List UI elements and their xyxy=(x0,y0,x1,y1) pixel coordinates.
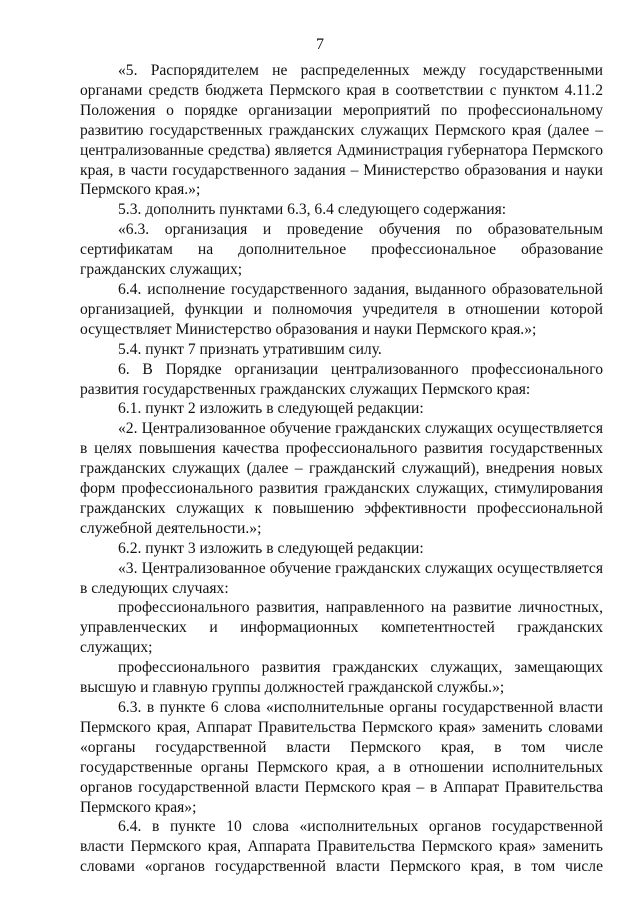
paragraph-6: 6. В Порядке организации централизованного профессионального развития государственных гражданских служащих Пермского края: xyxy=(80,360,603,398)
paragraph-case-1: профессионального развития, направленного на развитие личностных, управленческих и информационных компетентностей гражданских служащих; xyxy=(80,599,603,657)
paragraph-item-2: «2. Централизованное обучение гражданских служащих осуществляется в целях повышения качества профессионального развития государственных гражданских служащих (далее – гражданский служащий), внедрения новых форм профессионального развития гражданских служащих, стимулирования гражданских служащих к повышению эффективности профессиональной служебной деятельности.»; xyxy=(80,420,603,537)
paragraph-6-2: 6.2. пункт 3 изложить в следующей редакции: xyxy=(118,539,424,557)
paragraph-5-3: 5.3. дополнить пунктами 6.3, 6.4 следующего содержания: xyxy=(118,201,507,219)
paragraph-6-3: 6.3. в пункте 6 слова «исполнительные органы государственной власти Пермского края, Аппарат Правительства Пермского края» заменить словами «органы государственной власти Пермского края, в том числе государственные органы Пермского края, а в отношении исполнительных органов государственной власти Пермского края – в Аппарат Правительства Пермского края»; xyxy=(80,699,603,816)
paragraph-item-3: «3. Централизованное обучение гражданских служащих осуществляется в следующих случаях: xyxy=(80,559,603,597)
paragraph-5-4: 5.4. пункт 7 признать утратившим силу. xyxy=(118,340,382,358)
page-number: 7 xyxy=(316,36,324,53)
paragraph-6-1: 6.1. пункт 2 изложить в следующей редакции: xyxy=(118,400,424,418)
paragraph-case-2: профессионального развития гражданских служащих, замещающих высшую и главную группы должностей гражданской службы.»; xyxy=(80,659,603,697)
paragraph-item-5: «5. Распорядителем не распределенных между государственными органами средств бюджета Пермского края в соответствии с пунктом 4.11.2 Положения о порядке организации мероприятий по профессиональному развитию государственных гражданских служащих Пермского края (далее – централизованные средства) является Администрация губернатора Пермского края, в части государственного задания – Министерство образования и науки Пермского края.»; xyxy=(80,62,603,199)
paragraph-item-6-3: «6.3. организация и проведение обучения по образовательным сертификатам на дополнительное профессиональное образование гражданских служащих; xyxy=(80,221,603,279)
paragraph-6-4: 6.4. в пункте 10 слова «исполнительных органов государственной власти Пермского края, Аппарата Правительства Пермского края» заменить словами «органов государственной власти Пермского края, в том числе xyxy=(80,818,603,876)
paragraph-item-6-4: 6.4. исполнение государственного задания, выданного образовательной организацией, функции и полномочия учредителя в отношении которой осуществляет Министерство образования и науки Пермского края.»; xyxy=(80,280,603,338)
document-body xyxy=(80,61,603,877)
